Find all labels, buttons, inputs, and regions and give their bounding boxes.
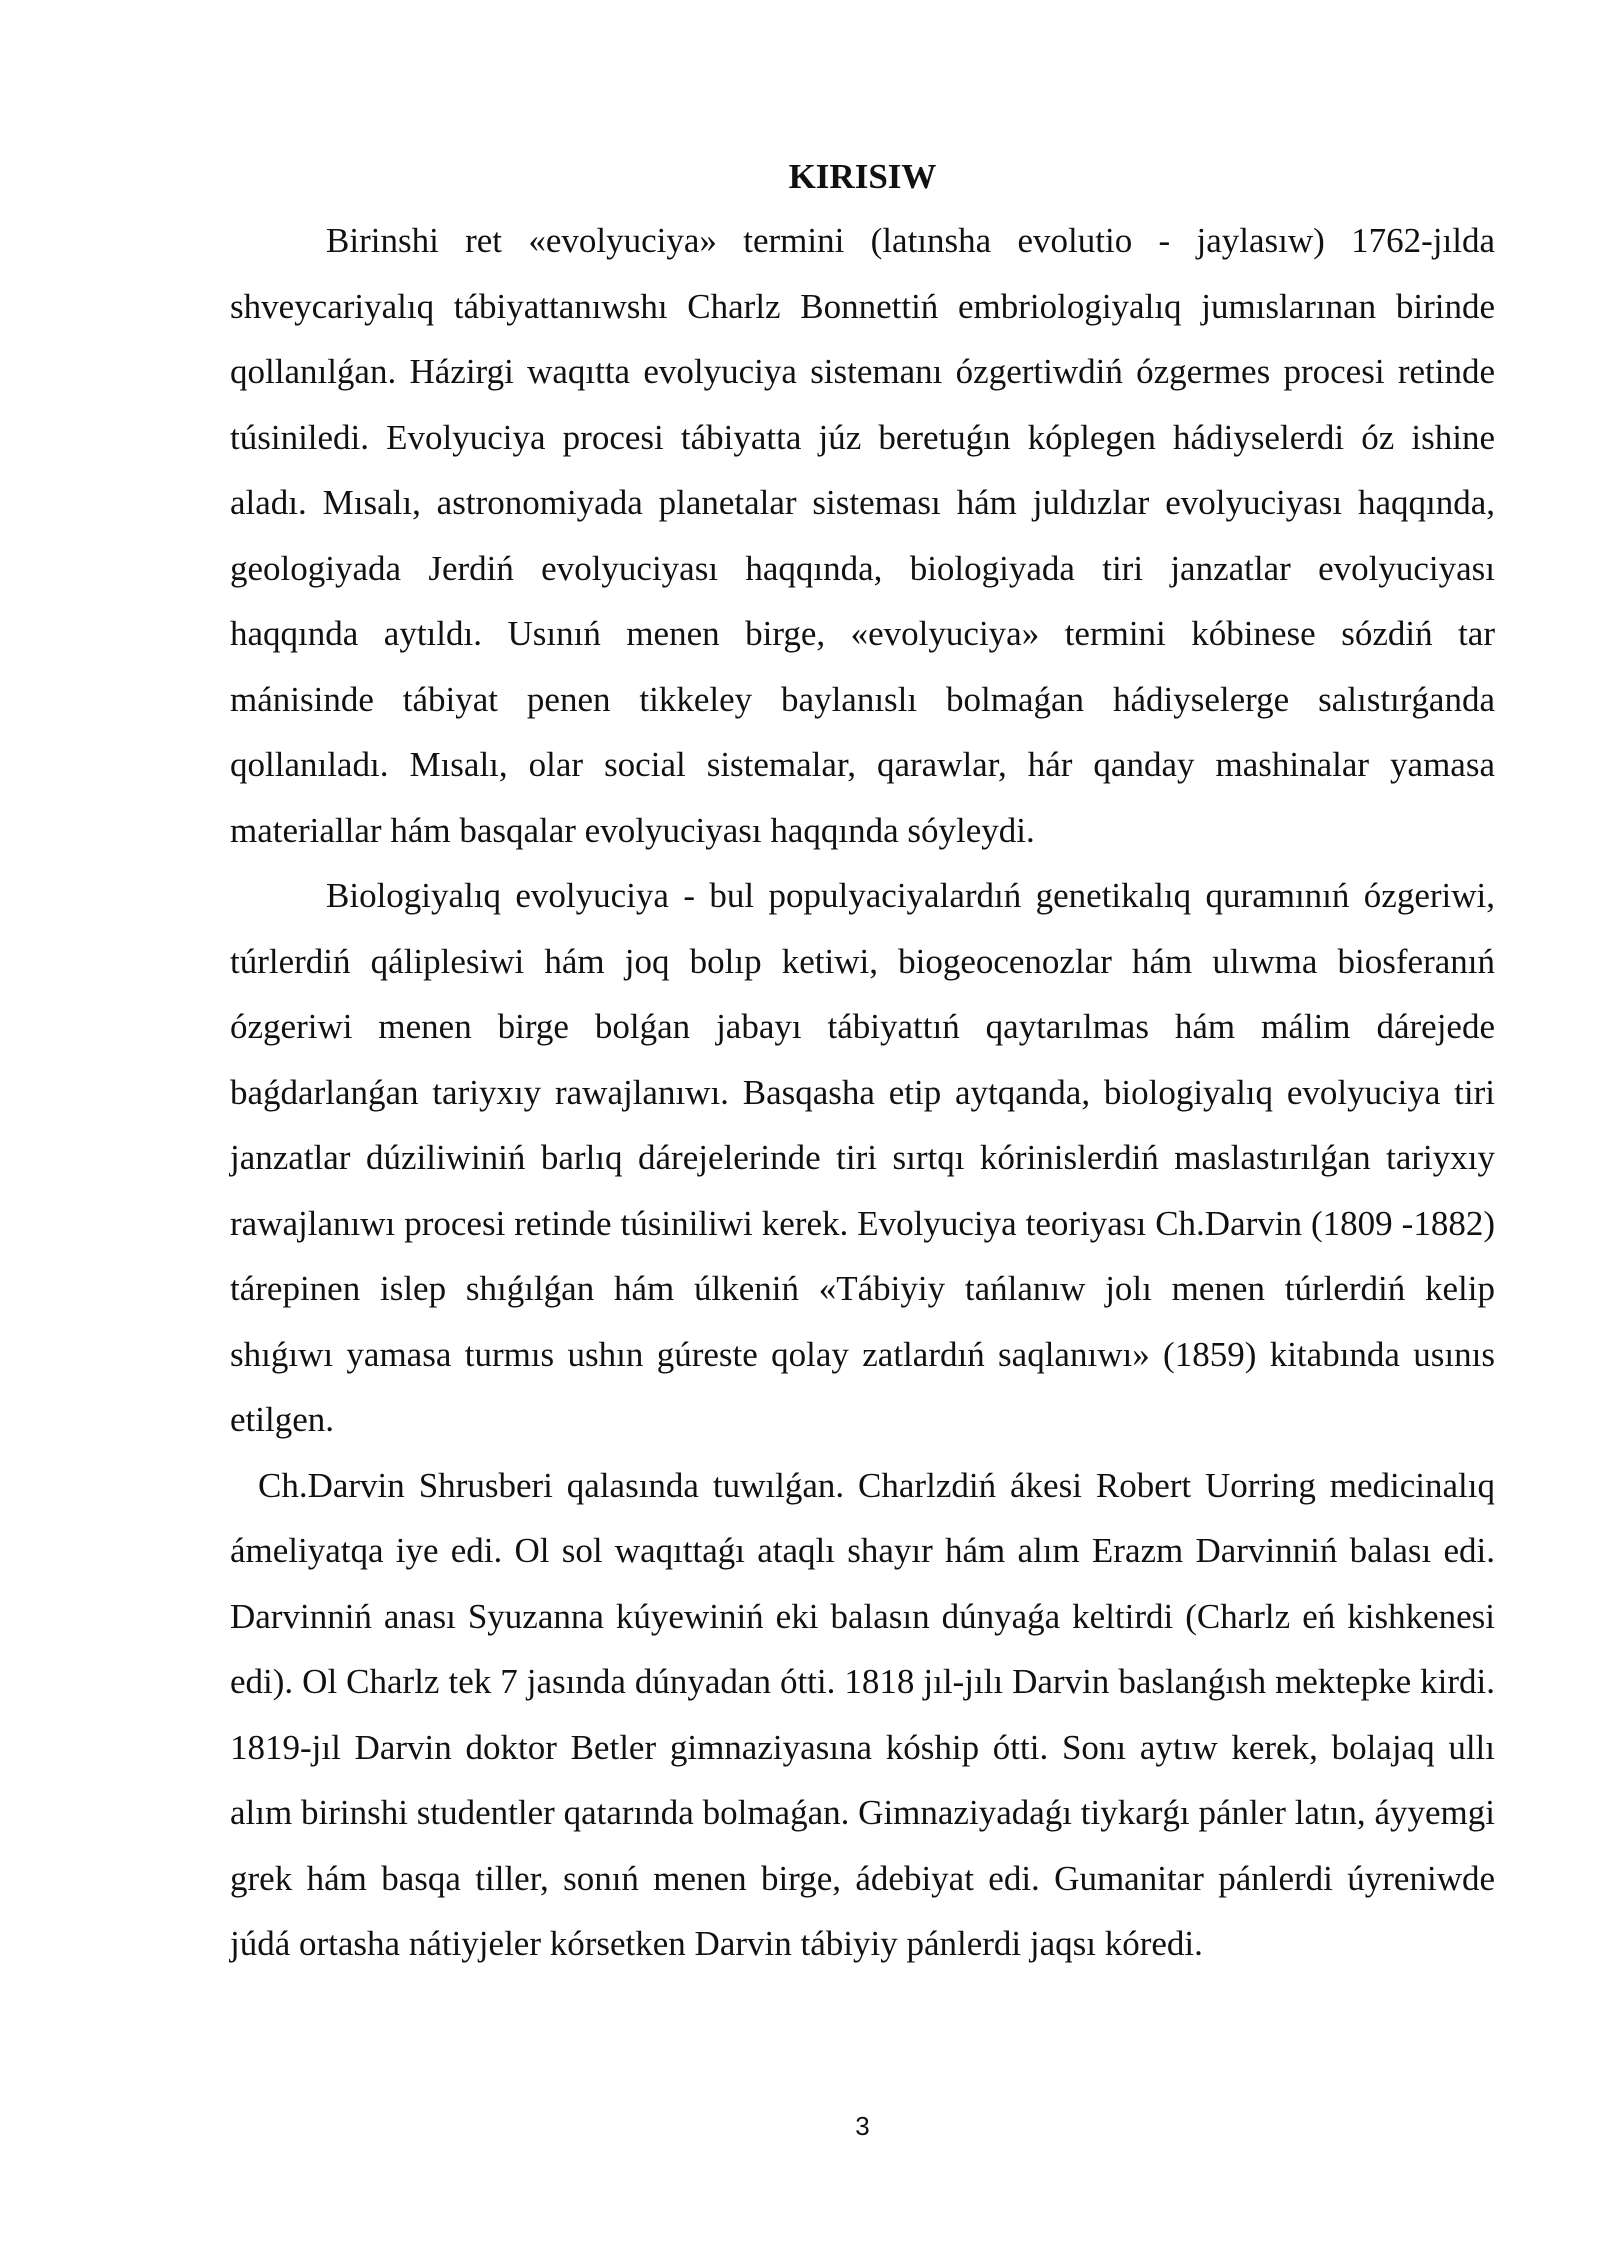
document-body [230,146,1495,1977]
page-number: 3 [855,2111,870,2141]
section-title: KIRISIW [788,157,937,196]
paragraph-intro: Birinshi ret «evolyuciya» termini (latınsha evolutio - jaylasıw) 1762-jılda shveycariyalıq tábiyattanıwshı Charlz Bonnettiń embriologiyalıq jumıslarınan birinde qollanılǵan. Házirgi waqıtta evolyuciya sistemanı ózgertiwdiń ózgermes procesi retinde túsiniledi. Evolyuciya procesi tábiyatta júz beretuǵın kóplegen hádiyselerdi óz ishine aladı. Mısalı, astronomiyada planetalar sisteması hám juldızlar evolyuciyası haqqında, geologiyada Jerdiń evolyuciyası haqqında, biologiyada tiri janzatlar evolyuciyası haqqında aytıldı. Usınıń menen birge, «evolyuciya» termini kóbinese sózdiń tar mánisinde tábiyat penen tikkeley baylanıslı bolmaǵan hádiyselerge salıstırǵanda qollanıladı. Mısalı, olar social sistemalar, qarawlar, hár qanday mashinalar yamasa materiallar hám basqalar evolyuciyası haqqında sóyleydi. [230,221,1495,850]
paragraph-biological-evolution: Biologiyalıq evolyuciya - bul populyaciyalardıń genetikalıq quramınıń ózgeriwi, túrlerdiń qáliplesiwi hám joq bolıp ketiwi, biogeocenozlar hám ulıwma biosferanıń ózgeriwi menen birge bolǵan jabayı tábiyattıń qaytarılmas hám málim dárejede baǵdarlanǵan tariyxıy rawajlanıwı. Basqasha etip aytqanda, biologiyalıq evolyuciya tiri janzatlar dúziliwiniń barlıq dárejelerinde tiri sırtqı kórinislerdiń maslastırılǵan tariyxıy rawajlanıwı procesi retinde túsiniliwi kerek. Evolyuciya teoriyası Ch.Darvin (1809 -1882) tárepinen islep shıǵılǵan hám úlkeniń «Tábiyiy tańlanıw jolı menen túrlerdiń kelip shıǵıwı yamasa turmıs ushın gúreste qolay zatlardıń saqlanıwı» (1859) kitabında usınıs etilgen. [230,876,1495,1439]
paragraph-darwin-biography: Ch.Darvin Shrusberi qalasında tuwılǵan. Charlzdiń ákesi Robert Uorring medicinalıq ámeliyatqa iye edi. Ol sol waqıttaǵı ataqlı shayır hám alım Erazm Darvinniń balası edi. Darvinniń anası Syuzanna kúyewiniń eki balasın dúnyaǵa keltirdi (Charlz eń kishkenesi edi). Ol Charlz tek 7 jasında dúnyadan ótti. 1818 jıl-jılı Darvin baslanǵısh mektepke kirdi. 1819-jıl Darvin doktor Betler gimnaziyasına kóship ótti. Sonı aytıw kerek, bolajaq ullı alım birinshi studentler qatarında bolmaǵan. Gimnaziyadaǵı tiykarǵı pánler latın, áyyemgi grek hám basqa tiller, sonıń menen birge, ádebiyat edi. Gumanitar pánlerdi úyreniwde júdá ortasha nátiyjeler kórsetken Darvin tábiyiy pánlerdi jaqsı kóredi. [230,1465,1495,1963]
